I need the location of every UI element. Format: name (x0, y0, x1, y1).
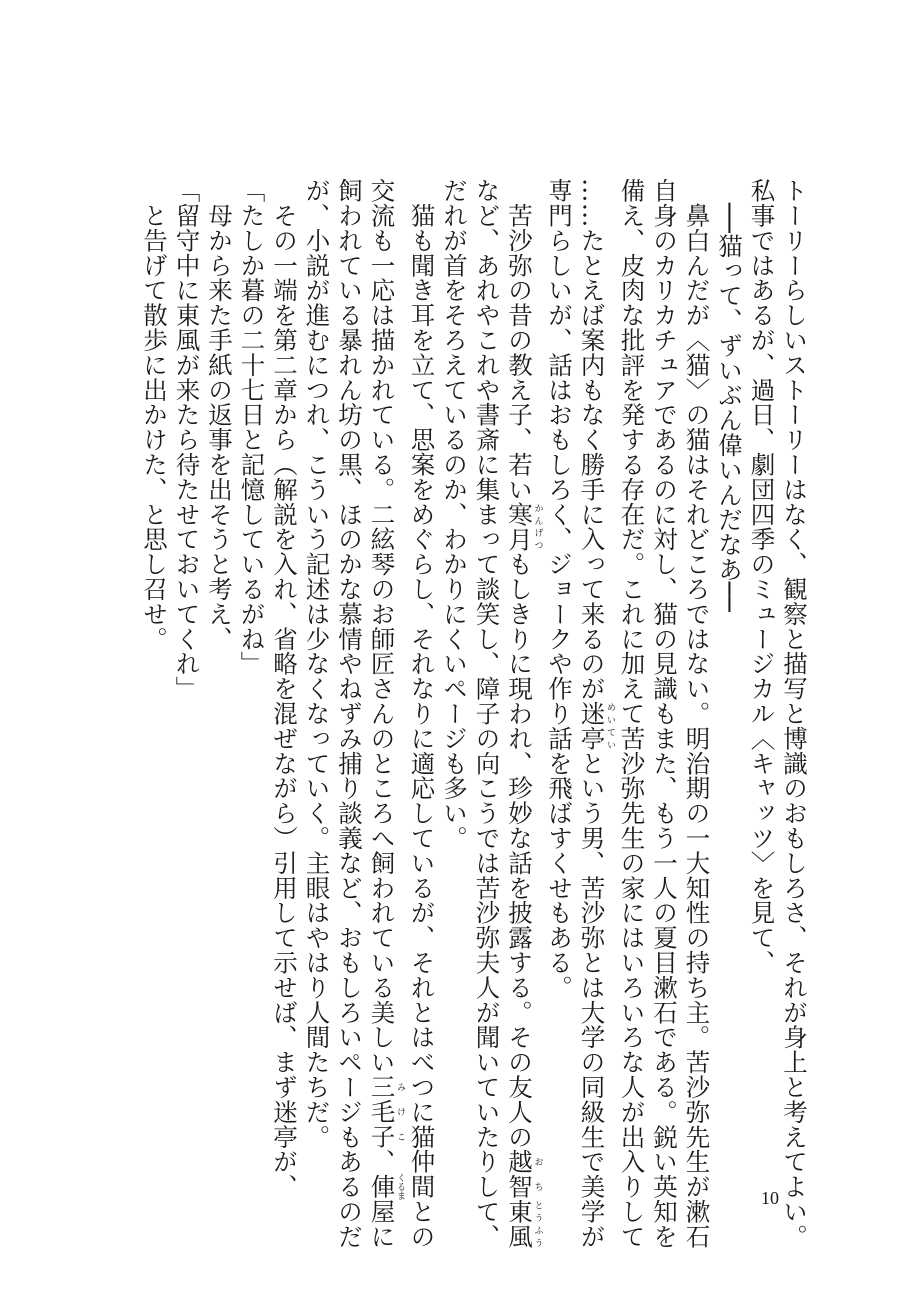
page-number: 10 (761, 1188, 779, 1208)
furigana-meitei: 迷亭めいてい (577, 700, 615, 751)
text-line: 備え、皮肉な批評を発する存在だ。これに加えて苦沙弥先生の家にはいろいろな人が出入りして (617, 178, 647, 1249)
text-line: など、あれやこれや書斎に集まって談笑し、障子の向こうでは苦沙弥夫人が聞いていたりして、 (472, 178, 502, 1249)
furigana-ochi: 越智おち (505, 1149, 543, 1199)
text-line: 鼻白んだが〈猫〉の猫はそれどころではない。明治期の一大知性の持ち主。苦沙弥先生が漱石 (682, 178, 712, 1249)
text-line: トーリーらしいストーリーはなく、観察と描写と博識のおもしろさ、それが身上と考えてよい。 (780, 178, 809, 1249)
text-line: ……たとえば案内もなく勝手に入って来るのが迷亭めいていという男、苦沙弥とは大学の同級生で美学が (577, 178, 615, 1249)
text-line: 飼われている暴れん坊の黒、ほのかな慕情やねずみ捕り談義など、おもしろいページもあるのだ (335, 178, 364, 1249)
text-line: 苦沙弥の昔の教え子、若い寒月かんげつもしきりに現われ、珍妙な話を披露する。その友人の越智おち東風とうふう (505, 178, 543, 1249)
text-line: と告げて散歩に出かけた、と思し召せ。 (140, 178, 169, 652)
text-line: 猫も聞き耳を立て、思案をめぐらし、それなりに適応しているが、それとはべつに猫仲間との (407, 178, 437, 1249)
text-line: 私事ではあるが、過日、劇団四季のミュージカル〈キャッツ〉を見て、 (747, 178, 777, 975)
text-line: 自身のカリカチュアであるのに対し、猫の見識もまた、もう一人の夏目漱石である。鋭い英知を (650, 178, 679, 1249)
furigana-kochi: 東風とうふう (505, 1198, 543, 1249)
furigana-kuruma: 俥くるま (367, 1172, 405, 1200)
text-line: 「たしか暮の二十七日と記憶しているがね」 (237, 178, 267, 676)
text-line: 交流も一応は描かれている。二絃琴のお師匠さんのところへ飼われている美しい三毛子みけこ、俥くるま屋に (367, 178, 405, 1249)
text-line: が、小説が進むにつれ、こういう記述は少なくなっていく。主眼はやはり人間たちだ。 (302, 178, 332, 1150)
furigana-mikeko: 三毛子みけこ (367, 1074, 405, 1150)
text-line: 専門らしいが、話はおもしろく、ジョークや作り話を飛ばすくせもある。 (545, 178, 574, 1000)
text-line: 「留守中に東風が来たら待たせておいてくれ」 (172, 178, 202, 701)
text-line: だれが首をそろえているのか、わかりにくいページも多い。 (440, 178, 469, 851)
text-line: その一端を第二章から（解説を入れ、省略を混ぜながら）引用して示せば、まず迷亭が、 (270, 178, 299, 1199)
furigana-kangetsu: 寒月かんげつ (505, 501, 543, 552)
text-line: ──猫って、ずいぶん偉いんだなあ── (715, 178, 744, 613)
text-line: 母から来た手紙の返事を出そうと考え、 (205, 178, 234, 652)
